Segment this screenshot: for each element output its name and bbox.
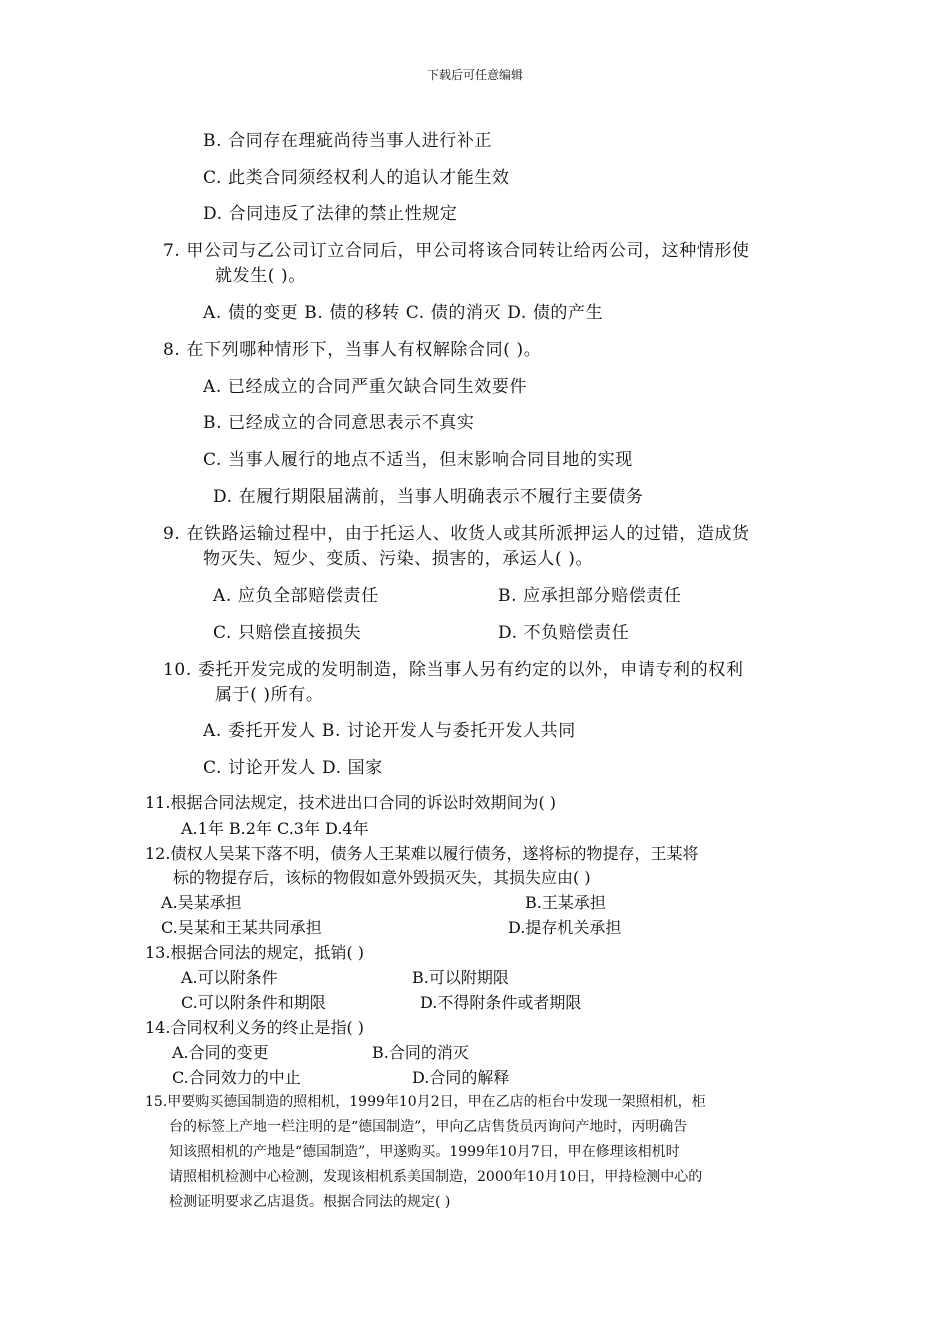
- text-line: 7. 甲公司与乙公司订立合同后，甲公司将该合同转让给丙公司，这种情形使: [163, 241, 750, 261]
- text-line: 知该照相机的产地是“德国制造”，甲遂购买。1999年10月7日，甲在修理该相机时: [169, 1144, 680, 1160]
- text-line: B. 应承担部分赔偿责任: [498, 586, 682, 606]
- text-line: A.合同的变更: [172, 1043, 269, 1062]
- text-line: C. 讨论开发人 D. 国家: [203, 758, 383, 778]
- text-line: D.不得附条件或者期限: [420, 993, 582, 1012]
- text-line: C. 当事人履行的地点不适当，但末影响合同目地的实现: [203, 450, 633, 470]
- text-line: C.吴某和王某共同承担: [161, 918, 322, 937]
- text-line: 就发生( )。: [215, 266, 306, 286]
- text-line: 标的物提存后，该标的物假如意外毁损灭失，其损失应由( ): [173, 868, 591, 887]
- text-line: 物灭失、短少、变质、污染、损害的，承运人( )。: [203, 549, 594, 569]
- text-line: A. 已经成立的合同严重欠缺合同生效要件: [203, 377, 528, 397]
- text-line: D. 合同违反了法律的禁止性规定: [203, 204, 458, 224]
- text-line: 13.根据合同法的规定，抵销( ): [145, 943, 365, 962]
- text-line: 9. 在铁路运输过程中，由于托运人、收货人或其所派押运人的过错，造成货: [163, 524, 750, 544]
- text-line: D.提存机关承担: [508, 918, 622, 937]
- text-line: D.合同的解释: [412, 1068, 510, 1087]
- text-line: 请照相机检测中心检测，发现该相机系美国制造，2000年10月10日，甲持检测中心的: [169, 1169, 703, 1185]
- text-line: A.1年 B.2年 C.3年 D.4年: [181, 819, 369, 838]
- page-header: 下载后可任意编辑: [426, 68, 523, 82]
- text-line: B. 合同存在理疵尚待当事人进行补正: [203, 131, 493, 151]
- text-line: A. 债的变更 B. 债的移转 C. 债的消灭 D. 债的产生: [203, 303, 604, 323]
- text-line: B.王某承担: [525, 893, 606, 912]
- text-line: 14.合同权利义务的终止是指( ): [145, 1018, 365, 1037]
- text-line: C. 此类合同须经权利人的追认才能生效: [203, 168, 510, 188]
- text-line: C.合同效力的中止: [172, 1068, 301, 1087]
- text-line: D. 不负赔偿责任: [498, 623, 630, 643]
- text-line: A.吴某承担: [161, 893, 242, 912]
- text-line: A. 应负全部赔偿责任: [213, 586, 379, 606]
- text-line: 12.债权人吴某下落不明，债务人王某难以履行债务，遂将标的物提存，王某将: [145, 844, 699, 863]
- text-line: 8. 在下列哪种情形下，当事人有权解除合同( )。: [163, 340, 542, 360]
- text-line: A. 委托开发人 B. 讨论开发人与委托开发人共同: [203, 721, 576, 741]
- text-line: 10. 委托开发完成的发明制造，除当事人另有约定的以外，申请专利的权利: [163, 660, 744, 680]
- text-line: 检测证明要求乙店退货。根据合同法的规定( ): [169, 1194, 451, 1210]
- text-line: 台的标签上产地一栏注明的是“德国制造”，甲向乙店售货员丙询问产地时，丙明确告: [169, 1119, 688, 1135]
- text-line: C.可以附条件和期限: [181, 993, 326, 1012]
- text-line: B.合同的消灭: [372, 1043, 469, 1062]
- text-line: 15.甲要购买德国制造的照相机，1999年10月2日，甲在乙店的柜台中发现一架照相机，柜: [145, 1094, 706, 1110]
- text-line: A.可以附条件: [181, 968, 278, 987]
- text-line: C. 只赔偿直接损失: [213, 623, 362, 643]
- text-line: D. 在履行期限届满前，当事人明确表示不履行主要债务: [213, 487, 644, 507]
- text-line: 11.根据合同法规定，技术进出口合同的诉讼时效期间为( ): [145, 793, 557, 812]
- text-line: B. 已经成立的合同意思表示不真实: [203, 413, 475, 433]
- text-line: 属于( )所有。: [215, 685, 324, 705]
- text-line: B.可以附期限: [412, 968, 509, 987]
